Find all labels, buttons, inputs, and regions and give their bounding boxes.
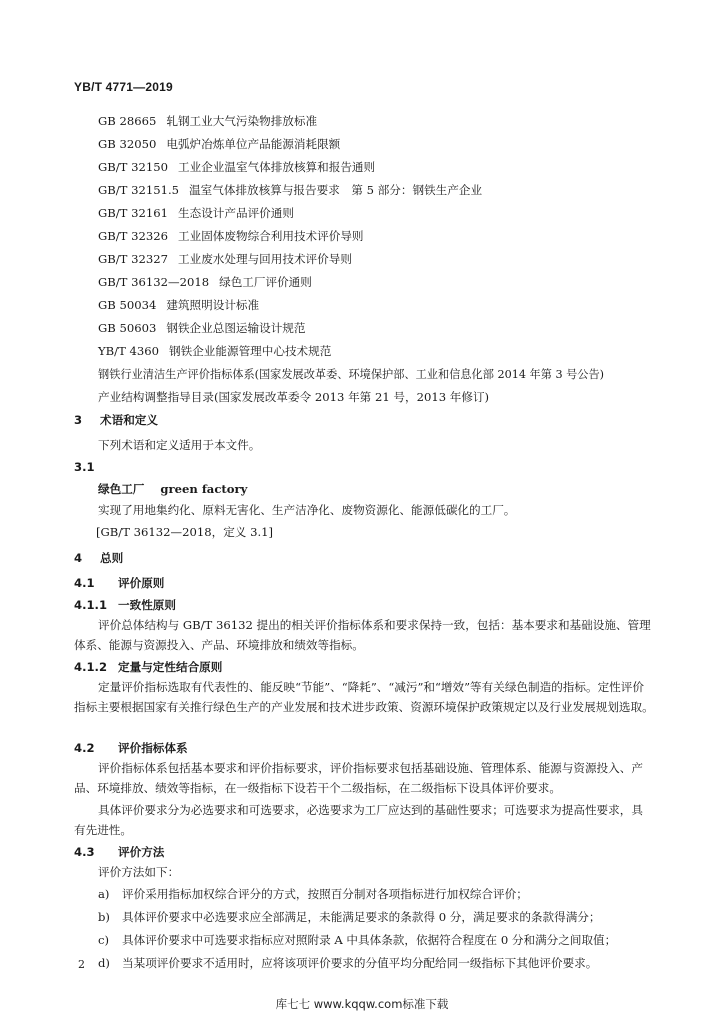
subsection-heading: 4.2 评价指标体系 [74,741,188,755]
reference-item: GB/T 36132—2018 绿色工厂评价通则 [98,275,312,289]
reference-item: GB/T 32326 工业固体废物综合利用技术评价导则 [98,229,364,243]
list-item: a) 评价采用指标加权综合评分的方式，按照百分制对各项指标进行加权综合评价； [98,887,528,901]
subsection-heading: 4.1 评价原则 [74,576,165,590]
paragraph: 评价指标体系包括基本要求和评价指标要求，评价指标要求包括基础设施、管理体系、能源与资源投入、产品、环境排放、绩效等指标，在一级指标下设若干个二级指标，在二级指标下设具体评价要求。 [74,761,643,795]
reference-item: GB 50034 建筑照明设计标准 [98,298,260,312]
section-heading: 3 术语和定义 [74,413,158,427]
reference-item: GB/T 32327 工业废水处理与回用技术评价导则 [98,252,352,266]
term-entry: 绿色工厂 green factory [98,482,248,496]
reference-extra: 产业结构调整指导目录(国家发展改革委令 2013 年第 21 号，2013 年修订) [98,390,490,404]
list-item: b) 具体评价要求中必选要求应全部满足，未能满足要求的条款得 0 分，满足要求的条款得满分； [98,910,601,924]
reference-item: GB/T 32161 生态设计产品评价通则 [98,206,294,220]
list-item: c) 具体评价要求中可选要求指标应对照附录 A 中具体条款，依据符合程度在 0 分和满分之间取值； [98,933,617,947]
paragraph: 下列术语和定义适用于本文件。 [98,438,261,452]
subsection-heading: 4.1.2 定量与定性结合原则 [74,660,223,674]
reference-item: GB 28665 轧钢工业大气污染物排放标准 [98,114,318,128]
paragraph: 具体评价要求分为必选要求和可选要求，必选要求为工厂应达到的基础性要求；可选要求为提高性要求，具有先进性。 [74,803,643,837]
reference-extra: 钢铁行业清洁生产评价指标体系(国家发展改革委、环境保护部、工业和信息化部 2014 年第 3 号公告) [98,368,605,381]
section-heading: 4 总则 [74,551,124,565]
term-number: 3.1 [74,460,95,474]
paragraph: 定量评价指标选取有代表性的、能反映“节能”、“降耗”、“减污”和“增效”等有关绿色制造的指标。定性评价指标主要根据国家有关推行绿色生产的产业发展和技术进步政策、资源环境保护政策规定以及行业发展规划选取。 [74,680,654,714]
reference-item: GB/T 32150 工业企业温室气体排放核算和报告通则 [98,160,376,174]
standard-code: YB/T 4771—2019 [74,80,173,94]
page-number: 2 [78,958,85,971]
term-source: [GB/T 36132—2018，定义 3.1] [96,525,274,539]
term-definition: 实现了用地集约化、原料无害化、生产洁净化、废物资源化、能源低碳化的工厂。 [98,503,516,517]
paragraph: 评价方法如下： [98,865,180,879]
reference-item: GB 50603 钢铁企业总图运输设计规范 [98,321,306,335]
reference-item: YB/T 4360 钢铁企业能源管理中心技术规范 [98,344,332,358]
reference-item: GB/T 32151.5 温室气体排放核算与报告要求 第 5 部分：钢铁生产企业 [98,183,483,197]
paragraph: 评价总体结构与 GB/T 36132 提出的相关评价指标体系和要求保持一致，包括：基本要求和基础设施、管理体系、能源与资源投入、产品、环境排放和绩效等指标。 [74,618,651,652]
subsection-heading: 4.3 评价方法 [74,845,165,859]
reference-item: GB 32050 电弧炉冶炼单位产品能源消耗限额 [98,137,341,151]
site-footer: 库七七 www.kqqw.com标准下载 [275,997,449,1011]
subsection-heading: 4.1.1 一致性原则 [74,598,176,612]
list-item: d) 当某项评价要求不适用时，应将该项评价要求的分值平均分配给同一级指标下其他评价要求。 [98,956,598,970]
